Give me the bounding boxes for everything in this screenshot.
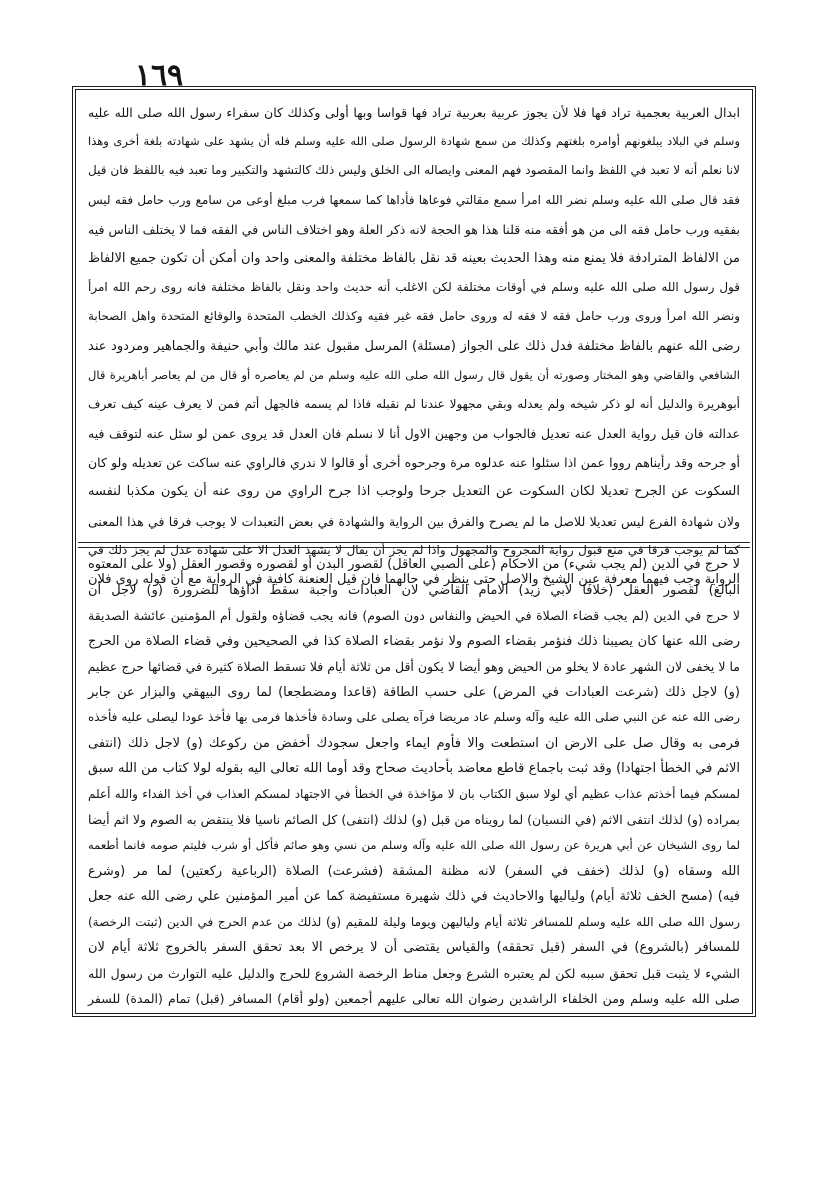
commentary-text-line: لا حرج في الدين (لم يجب قضاء الصلاة في الحيض والنفاس دون الصوم) فانه يجب قضاؤه ولقول أم المؤمنين عائشة الصديقة [88, 608, 740, 624]
page-frame [72, 86, 756, 1017]
main-text-line: بفقيه ورب حامل فقه الى من هو أفقه منه قلنا هذا هو الحجة لانه ذكر العلة وهو اختلاف الناس في الفقه فما لا يختلف الناس فيه [88, 221, 740, 237]
commentary-text-block [88, 552, 740, 1012]
main-text-line: أو جرحه وقد رأيناهم رووا عمن اذا سئلوا عنه عدلوه مرة وجرحوه أخرى أو قالوا لا ندري فالراوي عنه ساكت عن تعديله ولو كان [88, 455, 740, 471]
main-text-line: أبوهريرة والدليل أنه لو ذكر شيخه ولم يعدله وبقي مجهولا عندنا لم نقبله فاذا لم يسمه فالجهل أتم فمن لا يعرف عينه كيف تعرف [88, 396, 740, 411]
commentary-text-line: لا حرج في الدين (لم يجب شيء) من الاحكام (على الصبي العاقل) لقصور البدن أو لقصوره وقصور العقل (ولا على المعتوه [88, 557, 740, 572]
main-text-line: قول رسول الله صلى الله عليه وسلم في أوقات مختلفة لكن الاغلب أنه حديث واحد ونقل بالفاظ مختلفة فانه روى رحم الله امرأ [88, 280, 740, 295]
commentary-text-line: بمراده (و) لذلك انتفى الاثم (في النسيان) لما رويناه من قبل (و) لذلك (انتفى) كل الصائم ناسيا فلا ينتقض به الصوم ولا اثم أيضا [88, 812, 740, 828]
commentary-text-line: (و) لاجل ذلك (شرعت العبادات في المرض) على حسب الطاقة (قاعدا ومضطجعا) لما روى البيهقي والبزار عن جابر [88, 684, 740, 700]
section-divider [78, 542, 750, 548]
commentary-text-line: للمسافر (بالشروع) في السفر (قبل تحققه) والقياس يقتضى أن لا يرخص الا بعد تحقق السفر بالخروج ثلاثة أيام لان [88, 940, 740, 956]
commentary-text-line: لمسكم فيما أخذتم عذاب عظيم أي لولا سبق الكتاب بان لا مؤاخذة في الخطأ في الاجتهاد لمسكم العذاب في أخذ الفداء والله أعلم [88, 786, 740, 801]
commentary-text-line: البالغ) لقصور العقل (خلافا لأبي زيد) الامام القاضي لان العبادات واجبة سقط أداؤها للضرورة (و) لاجل أن [88, 582, 740, 598]
main-text-line: فقد قال صلى الله عليه وسلم نضر الله امرأ سمع مقالتي فوعاها فأداها كما سمعها فرب مبلغ أوعى من سامع ورب حامل فقه ليس [88, 192, 740, 207]
main-text-line: ولان شهادة الفرع ليس تعديلا للاصل ما لم يصرح والفرق بين الرواية والشهادة في بعض التعبدات لا يوجب فرقا في هذا المعنى [88, 513, 740, 529]
commentary-text-line: فرمى به وقال صل على الارض ان استطعت والا فأوم ايماء واجعل سجودك أخفض من ركوعك (و) لاجل ذلك (انتفى [88, 735, 740, 751]
main-text-line: الرواية وجب فيهما معرفة عين الشيخ والاصل حتى ينظر في حالهما فان قيل العنعنة كافية في الرواية مع أن قوله روى فلان [88, 572, 740, 587]
commentary-text-line: رضى الله عنه عن النبي صلى الله عليه وآله وسلم عاد مريضا فرآه يصلى على وسادة فأخذها فرمى بها فأخذ عودا ليصلى عليه فأخذه [88, 710, 740, 725]
commentary-text-line: رضى الله عنها كان يصيبنا ذلك فنؤمر بقضاء الصوم ولا نؤمر بقضاء الصلاة كذا في الصحيحين وفي قضاء الصلاة من الحرج [88, 633, 740, 649]
commentary-text-line: الاثم في الخطأ اجتهادا) وقد ثبت باجماع قاطع معاضد بأحاديث صحاح وقد أوما الله تعالى اليه بقوله لولا كتاب من الله سبق [88, 761, 740, 777]
main-text-line: السكوت عن الجرح تعديلا لكان السكوت عن التعديل جرحا ولوجب اذا جرح الراوي من روى عنه أن يكون مكذبا لنفسه [88, 484, 740, 500]
main-text-line: وسلم في البلاد يبلغونهم أوامره بلغتهم وكذلك من سمع شهادة الرسول صلى الله عليه وسلم فله أن يشهد على شهادته بلغة أخرى وهذا [88, 134, 740, 149]
commentary-text-line: فيه) (مسح الخف ثلاثة أيام) ولياليها والاحاديث في ذلك شهيرة مستفيضة كما عن أمير المؤمنين علي رضى الله عنه جعل [88, 889, 740, 905]
commentary-text-line: الشيء لا يثبت قبل تحقق سببه لكن لم يعتبره الشرع وجعل مناط الرخصة الشروع للحرج والدليل عليه التوارث من رسول الله [88, 965, 740, 981]
main-text-line: عدالته فان قيل رواية العدل عنه تعديل فالجواب من وجهين الاول أنا لا نسلم فان العدل قد يروى عمن لو سئل عنه لتوقف فيه [88, 426, 740, 442]
main-text-line: ونضر الله امرأ وروى ورب حامل فقه لا فقه له وروى حامل فقه غير فقيه وكذلك الخطب المتحدة والوقائع المتحدة واهل الصحابة [88, 309, 740, 324]
commentary-text-line: ما لا يخفى لان الشهر عادة لا يخلو من الحيض وهو أيضا لا يكون أقل من ثلاثة أيام فلا تسقط الصلاة كثيرة في قضائها حرج عظيم [87, 659, 740, 675]
commentary-text-line: لما روى الشيخان عن أبي هريرة عن رسول الله صلى الله عليه وآله وسلم من نسي وهو صائم فأكل أو شرب فليتم صومه فانما أطعمه [88, 838, 740, 853]
main-text-line: رضى الله عنهم بالفاظ مختلفة فدل ذلك على الجواز (مسئلة) المرسل مقبول عند مالك وأبي حنيفة والجماهير ومردود عند [88, 338, 740, 354]
page-number: ١٦٩ [134, 58, 184, 93]
main-text-line: كما لم يوجب فرقا في منع قبول رواية المجروح والمجهول واذا لم يجز أن يقال لا يشهد العدل الا على شهادة عدل لم يجز ذلك في [88, 542, 740, 557]
main-text-line: لانا نعلم أنه لا تعبد في اللفظ وانما المقصود فهم المعنى وايصاله الى الخلق وليس ذلك كالتشهد والتكبير وما تعبد فيه باللفظ فان قيل [88, 163, 740, 178]
main-text-line: ابدال العربية بعجمية تراد فها فلا لأن يجوز عربية بعربية تراد فها قواسا وبها أولى وكذلك كان سفراء رسول الله صلى الله عليه [88, 105, 740, 120]
commentary-text-line: صلى الله عليه وسلم ومن الخلفاء الراشدين رضوان الله تعالى عليهم أجمعين (ولو أقام) المسافر (قبل) تمام (المدة) للسفر [88, 991, 740, 1007]
commentary-text-line: رسول الله صلى الله عليه وسلم للمسافر ثلاثة أيام ولياليهن ويوما وليلة للمقيم (و) لذلك من عدم الحرج في الدين (ثبتت الرخصة) [88, 914, 740, 929]
main-text-line: من الالفاظ المترادفة فلا يمنع منه وهذا الحديث بعينه قد نقل بالفاظ مختلفة والمعنى واحد وان أمكن أن تكون جميع الالفاظ [88, 250, 740, 266]
commentary-text-line: الله وسقاه (و) لذلك (خفف في السفر) لانه مظنة المشقة (فشرعت) الصلاة (الرباعية ركعتين) لما مر (وشرع [88, 863, 740, 879]
main-text-line: الشافعي والقاضي وهو المختار وصورته أن يقول قال رسول الله صلى الله عليه وسلم من لم يعاصره أو قال من لم يعاصر أباهريرة قال [88, 367, 740, 382]
